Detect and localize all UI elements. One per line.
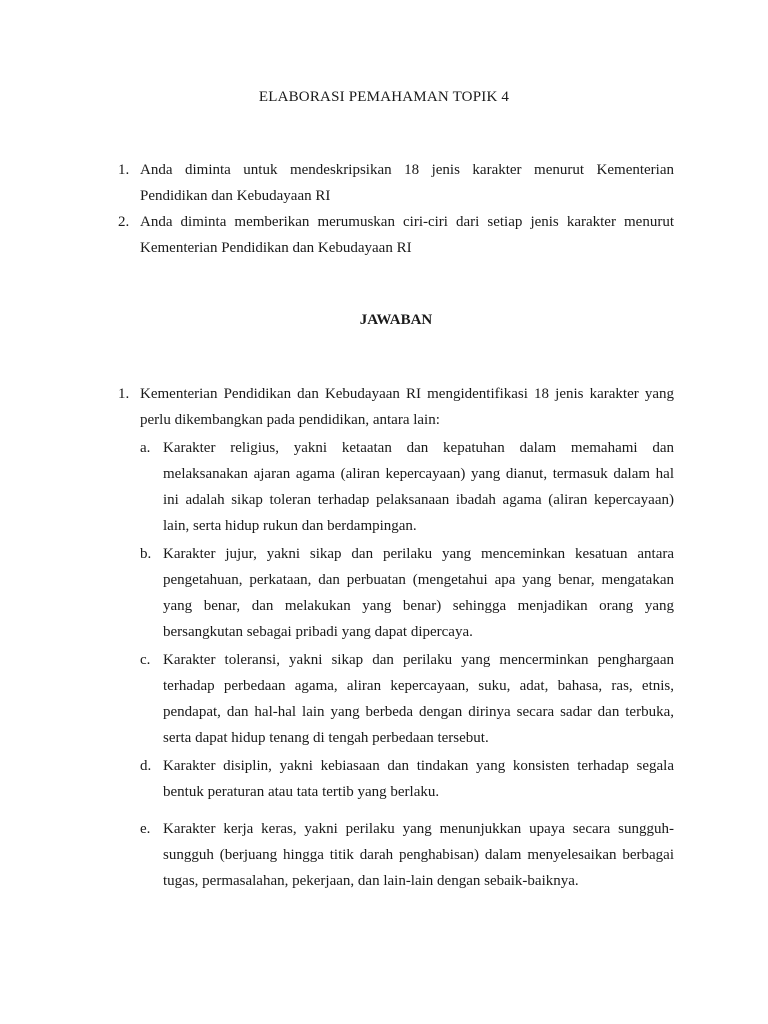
answer-heading: JAWABAN bbox=[359, 312, 433, 328]
character-letter: b. bbox=[140, 546, 152, 562]
character-description: Karakter kerja keras, yakni perilaku yang menunjukkan upaya secara sungguh-sungguh (berjuang hingga titik darah penghabisan) dalam menyelesaikan berbagai tugas, permasalahan, pekerjaan, dan lain-lain dengan sebaik-baiknya. bbox=[163, 821, 674, 889]
document-title: ELABORASI PEMAHAMAN TOPIK 4 bbox=[258, 89, 510, 105]
character-description: Karakter disiplin, yakni kebiasaan dan tindakan yang konsisten terhadap segala bentuk peraturan atau tata tertib yang berlaku. bbox=[163, 758, 674, 800]
character-description: Karakter toleransi, yakni sikap dan perilaku yang mencerminkan penghargaan terhadap perbedaan agama, aliran kepercayaan, suku, adat, bahasa, ras, etnis, pendapat, dan hal-hal lain yang berbeda dengan dirinya secara sadar dan terbuka, serta dapat hidup tenang di tengah perbedaan tersebut. bbox=[163, 652, 674, 746]
answer-item bbox=[118, 381, 674, 894]
answer-list bbox=[118, 381, 674, 894]
character-letter: c. bbox=[140, 652, 151, 668]
character-item bbox=[140, 647, 674, 751]
character-description: Karakter religius, yakni ketaatan dan kepatuhan dalam memahami dan melaksanakan ajaran agama (aliran kepercayaan) yang dianut, termasuk dalam hal ini adalah sikap toleran terhadap pelaksanaan ibadah agama (aliran kepercayaan) lain, serta hidup rukun dan berdampingan. bbox=[163, 440, 674, 534]
character-letter: a. bbox=[140, 440, 151, 456]
character-description: Karakter jujur, yakni sikap dan perilaku yang menceminkan kesatuan antara pengetahuan, perkataan, dan perbuatan (mengetahui apa yang benar, mengatakan yang benar, dan melakukan yang benar) sehingga menjadikan orang yang bersangkutan sebagai pribadi yang dapat dipercaya. bbox=[163, 546, 674, 640]
question-text: Anda diminta untuk mendeskripsikan 18 jenis karakter menurut Kementerian Pendidikan dan Kebudayaan RI bbox=[140, 162, 674, 204]
question-list bbox=[118, 157, 674, 261]
character-letter: d. bbox=[140, 758, 152, 774]
answer-intro: Kementerian Pendidikan dan Kebudayaan RI mengidentifikasi 18 jenis karakter yang perlu dikembangkan pada pendidikan, antara lain: bbox=[140, 386, 674, 428]
character-list bbox=[140, 435, 674, 894]
question-number: 1. bbox=[118, 162, 130, 178]
character-letter: e. bbox=[140, 821, 151, 837]
question-number: 2. bbox=[118, 214, 130, 230]
question-item bbox=[118, 209, 674, 261]
character-item bbox=[140, 816, 674, 894]
character-item bbox=[140, 541, 674, 645]
question-text: Anda diminta memberikan merumuskan ciri-ciri dari setiap jenis karakter menurut Kementerian Pendidikan dan Kebudayaan RI bbox=[140, 214, 674, 256]
question-item bbox=[118, 157, 674, 209]
answer-number: 1. bbox=[118, 386, 130, 402]
character-item bbox=[140, 435, 674, 539]
character-item bbox=[140, 753, 674, 805]
